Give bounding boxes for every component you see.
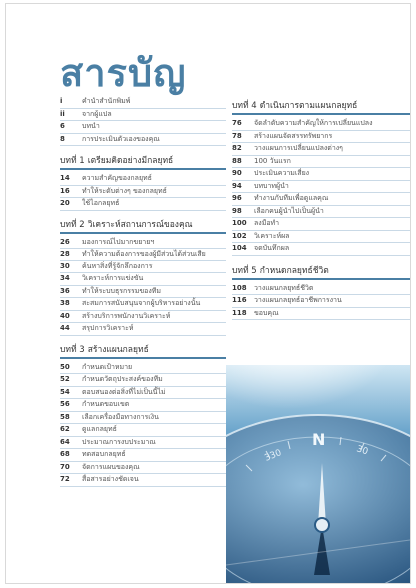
chapter-label: บทที่ 2 bbox=[60, 219, 85, 230]
toc-row bbox=[232, 283, 410, 296]
toc-row bbox=[60, 437, 226, 450]
chapter-heading bbox=[60, 153, 226, 170]
toc-page-number: 102 bbox=[232, 231, 247, 240]
toc-row bbox=[60, 424, 226, 437]
toc-page-number: 108 bbox=[232, 283, 247, 292]
chapter-label: บทที่ 1 bbox=[60, 156, 85, 166]
toc-entry: 100 วันแรก bbox=[254, 156, 291, 165]
chapter-label: บทที่ 3 bbox=[60, 344, 85, 355]
toc-page-number: 62 bbox=[60, 425, 70, 433]
toc-page-number: 116 bbox=[232, 296, 247, 304]
toc-page-number: ii bbox=[60, 109, 65, 118]
toc-left-column bbox=[60, 96, 226, 487]
toc-page-number: 16 bbox=[60, 186, 70, 195]
toc-right-column bbox=[232, 98, 410, 320]
toc-page-number: 104 bbox=[232, 244, 247, 252]
toc-page-number: 96 bbox=[232, 194, 242, 202]
toc-entry: วางแผนกลยุทธ์อาชีพการงาน bbox=[254, 296, 342, 304]
toc-entry: จดบันทึกผล bbox=[254, 244, 290, 252]
toc-row bbox=[60, 286, 226, 299]
toc-entry: กำหนดวัตถุประสงค์ของทีม bbox=[82, 375, 163, 383]
toc-page-number: 20 bbox=[60, 199, 70, 207]
toc-page-number: 98 bbox=[232, 206, 242, 215]
toc-page-number: 82 bbox=[232, 144, 242, 152]
toc-row bbox=[60, 134, 226, 147]
toc-page-number: 26 bbox=[60, 237, 70, 246]
toc-row bbox=[232, 131, 410, 144]
chapter-heading bbox=[232, 98, 410, 115]
toc-entry: คำนำสำนักพิมพ์ bbox=[82, 97, 131, 105]
toc-entry: ใช้ไอกลยุทธ์ bbox=[82, 199, 120, 207]
toc-page-number: 30 bbox=[60, 261, 70, 270]
toc-row bbox=[60, 198, 226, 211]
compass-icon bbox=[226, 365, 410, 583]
toc-page-number: 28 bbox=[60, 250, 70, 258]
toc-row bbox=[232, 118, 410, 131]
toc-row bbox=[60, 237, 226, 250]
toc-row bbox=[232, 308, 410, 321]
toc-page-number: i bbox=[60, 97, 63, 105]
toc-entry: กำหนดเป้าหมาย bbox=[82, 362, 133, 371]
toc-row bbox=[60, 273, 226, 286]
toc-entry: มองการณ์ไปมากขยายฯ bbox=[82, 237, 155, 246]
chapter-title: เตรียมคิดอย่างมีกลยุทธ์ bbox=[87, 156, 174, 166]
toc-page-number: 90 bbox=[232, 169, 242, 177]
toc-page-number: 54 bbox=[60, 387, 70, 396]
toc-row bbox=[232, 206, 410, 219]
chapter-heading bbox=[60, 342, 226, 359]
toc-page-number: 38 bbox=[60, 299, 70, 307]
toc-page-number: 44 bbox=[60, 324, 70, 332]
toc-page-number: 94 bbox=[232, 181, 242, 190]
toc-row bbox=[232, 181, 410, 194]
toc-entry: ประเมินความเสี่ยง bbox=[254, 169, 310, 177]
toc-page-number: 76 bbox=[232, 119, 242, 127]
toc-row bbox=[232, 156, 410, 169]
toc-entry: ค้นหาสิ่งที่รู้จักลึกองการ bbox=[82, 261, 153, 270]
toc-entry: ทดสอบกลยุทธ์ bbox=[82, 450, 126, 458]
toc-row bbox=[60, 462, 226, 475]
chapter-title: ดำเนินการตามแผนกลยุทธ์ bbox=[259, 101, 358, 111]
toc-page-number: 50 bbox=[60, 362, 70, 371]
toc-row bbox=[232, 193, 410, 206]
toc-entry: ทำให้ความต้องการของผู้มีส่วนได้ส่วนเสีย bbox=[82, 250, 206, 258]
toc-entry: ตอบสนองต่อสิ่งที่ไม่เป็นนี้ไม่ bbox=[82, 387, 166, 396]
toc-entry: ความสำคัญของกลยุทธ์ bbox=[82, 174, 152, 182]
toc-entry: เลือกเครื่องมือทางการเงิน bbox=[82, 412, 159, 421]
toc-page-number: 14 bbox=[60, 174, 70, 182]
toc-row bbox=[232, 143, 410, 156]
toc-entry: วิเคราะห์ผล bbox=[254, 231, 290, 240]
chapter-heading bbox=[232, 263, 410, 280]
toc-entry: จัดลำดับความสำคัญให้การเปลี่ยนแปลง bbox=[254, 119, 373, 127]
chapter-label: บทที่ 4 bbox=[232, 101, 257, 111]
toc-page-number: 34 bbox=[60, 274, 70, 282]
compass-letter-n: N bbox=[312, 430, 326, 449]
compass-number-30: 30 bbox=[355, 444, 370, 458]
toc-page-number: 58 bbox=[60, 412, 70, 421]
toc-row bbox=[232, 243, 410, 256]
toc-entry: ขอบคุณ bbox=[254, 308, 279, 317]
toc-entry: สร้างบริการพนักงานวิเคราะห์ bbox=[82, 311, 171, 320]
chapter-label: บทที่ 5 bbox=[232, 265, 257, 276]
toc-entry: วางแผนการเปลี่ยนแปลงต่างๆ bbox=[254, 144, 343, 152]
toc-entry: ดูแลกลยุทธ์ bbox=[82, 425, 117, 433]
toc-page-number: 68 bbox=[60, 450, 70, 458]
toc-entry: วิเคราะห์การแข่งขัน bbox=[82, 274, 144, 282]
compass-number-330: 330 bbox=[263, 448, 284, 464]
toc-row bbox=[232, 295, 410, 308]
toc-row bbox=[60, 249, 226, 261]
toc-entry: ลงมือทำ bbox=[254, 219, 280, 227]
toc-entry: ทำงานกับทีมเพื่อดูแลคุณ bbox=[254, 194, 329, 202]
toc-row bbox=[60, 362, 226, 375]
toc-row bbox=[60, 311, 226, 324]
toc-row bbox=[60, 173, 226, 186]
toc-entry: กำหนดขอบเขต bbox=[82, 400, 130, 408]
toc-page-number: 56 bbox=[60, 400, 70, 408]
toc-row bbox=[60, 449, 226, 462]
toc-page-number: 64 bbox=[60, 437, 70, 446]
toc-page-number: 100 bbox=[232, 219, 247, 227]
toc-entry: วางแผนกลยุทธ์ชีวิต bbox=[254, 283, 314, 292]
toc-entry: สะสมการสนับสนุนจากผู้บริหารอย่างนั้น bbox=[82, 299, 201, 307]
toc-row bbox=[232, 231, 410, 244]
toc-entry: สร้างแผนจัดสรรทรัพยากร bbox=[254, 131, 333, 140]
toc-row bbox=[60, 261, 226, 274]
toc-row bbox=[60, 96, 226, 109]
toc-intro-list bbox=[60, 96, 226, 146]
toc-page-number: 6 bbox=[60, 122, 65, 130]
toc-row bbox=[60, 399, 226, 412]
toc-row bbox=[60, 109, 226, 122]
toc-row bbox=[60, 412, 226, 425]
toc-page-number: 118 bbox=[232, 308, 247, 317]
toc-entry: สื่อสารอย่างชัดเจน bbox=[82, 475, 139, 483]
toc-row bbox=[60, 474, 226, 487]
toc-entry: จากผู้แปล bbox=[82, 109, 112, 118]
toc-entry: การประเมินตัวเองของคุณ bbox=[82, 134, 160, 143]
toc-entry: จัดการแผนของคุณ bbox=[82, 462, 140, 471]
chapter-title: กำหนดกลยุทธ์ชีวิต bbox=[259, 265, 329, 276]
toc-entry: สรุปการวิเคราะห์ bbox=[82, 324, 134, 332]
compass-photo bbox=[226, 365, 410, 583]
toc-entry: ประมาณการงบประมาณ bbox=[82, 437, 156, 446]
toc-page-number: 8 bbox=[60, 134, 65, 143]
toc-row bbox=[60, 374, 226, 387]
chapter-title: สร้างแผนกลยุทธ์ bbox=[87, 344, 149, 355]
toc-row bbox=[60, 387, 226, 400]
toc-row bbox=[232, 168, 410, 181]
toc-entry: ทำให้ระดับต่างๆ ของกลยุทธ์ bbox=[82, 186, 167, 195]
toc-page-number: 40 bbox=[60, 311, 70, 320]
toc-entry: ทำให้ระบบธุรกรรมของทีม bbox=[82, 286, 162, 295]
toc-entry: บทบาทผู้นำ bbox=[254, 181, 289, 190]
toc-row bbox=[232, 218, 410, 231]
toc-page-number: 70 bbox=[60, 462, 70, 471]
toc-row bbox=[60, 298, 226, 311]
toc-page-number: 52 bbox=[60, 375, 70, 383]
toc-row bbox=[60, 121, 226, 134]
toc-page-number: 88 bbox=[232, 156, 242, 165]
toc-row bbox=[60, 186, 226, 199]
chapter-title: วิเคราะห์สถานการณ์ของคุณ bbox=[87, 219, 193, 230]
toc-row bbox=[60, 323, 226, 336]
toc-page-number: 78 bbox=[232, 131, 242, 140]
toc-entry: บทนำ bbox=[82, 122, 100, 130]
toc-page-number: 36 bbox=[60, 286, 70, 295]
toc-entry: เลือกคนผู้นำไปเป็นผู้นำ bbox=[254, 206, 324, 215]
chapter-heading bbox=[60, 217, 226, 234]
page-title: สารบัญ bbox=[60, 51, 187, 95]
toc-page-number: 72 bbox=[60, 475, 70, 483]
